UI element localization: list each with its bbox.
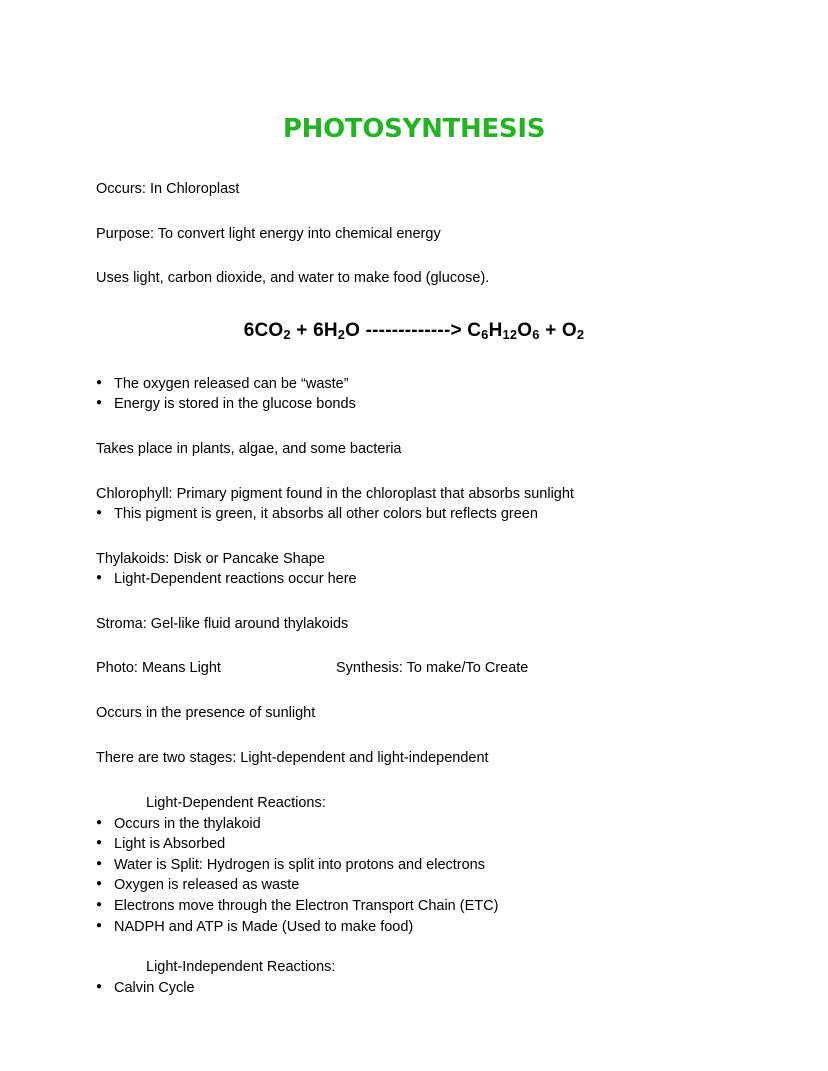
photo-synthesis-row [96, 659, 732, 679]
list-item: ● The oxygen released can be “waste” [96, 374, 732, 395]
spacer [96, 525, 732, 550]
list-item: ● NADPH and ATP is Made (Used to make food) [96, 917, 732, 938]
equation-arrow: -------------> [360, 319, 468, 341]
list-item: ● Light is Absorbed [96, 834, 732, 855]
equation-reactant-h2o-tail: O [345, 319, 361, 341]
equation-reactant-h2o-label: 6H [313, 319, 338, 341]
equation-product-h: H [488, 319, 503, 341]
line-occurs: Occurs: In Chloroplast [96, 181, 240, 197]
chlorophyll-notes-list [96, 504, 732, 525]
equation-product-c: C [467, 319, 482, 341]
list-item: ● Calvin Cycle [96, 978, 732, 999]
spacer [96, 590, 732, 615]
line-synthesis: Synthesis: To make/To Create [336, 660, 529, 677]
equation-reactant-h2o-sub: 2 [337, 326, 346, 342]
list-item: ● Electrons move through the Electron Transport Chain (ETC) [96, 896, 732, 917]
photosynthesis-equation [96, 320, 732, 342]
spacer [96, 200, 732, 225]
equation-product-h-sub: 12 [502, 326, 518, 342]
equation-reactant-co2-label: 6CO [243, 319, 284, 341]
list-item: ● Energy is stored in the glucose bonds [96, 394, 732, 415]
line-photo: Photo: Means Light [96, 660, 221, 677]
equation-product-o2-sub: 2 [576, 326, 585, 342]
list-item: ● Light-Dependent reactions occur here [96, 569, 732, 590]
spacer [96, 415, 732, 440]
line-chlorophyll: Chlorophyll: Primary pigment found in the chloroplast that absorbs sunlight [96, 485, 574, 502]
line-uses: Uses light, carbon dioxide, and water to make food (glucose). [96, 270, 490, 287]
equation-product-o: O [517, 319, 533, 341]
equation-product-c-sub: 6 [481, 326, 489, 342]
equation-product-o-sub: 6 [532, 326, 540, 342]
line-stroma: Stroma: Gel-like fluid around thylakoids [96, 615, 349, 632]
spacer [96, 289, 732, 320]
spacer [96, 460, 732, 485]
line-takes-place: Takes place in plants, algae, and some bacteria [96, 441, 402, 458]
thylakoids-notes-list [96, 569, 732, 590]
spacer [96, 937, 732, 958]
spacer [96, 634, 732, 659]
line-two-stages: There are two stages: Light-dependent and light-independent [96, 749, 489, 766]
equation-plus-1: + [290, 319, 314, 341]
equation-plus-2: + [539, 319, 562, 341]
equation-product-o2: O [561, 319, 577, 341]
list-item: ● Occurs in the thylakoid [96, 814, 732, 835]
heading-light-dependent: Light-Dependent Reactions: [146, 795, 326, 812]
equation-notes-list [96, 374, 732, 415]
light-independent-list [96, 978, 732, 999]
spacer [96, 342, 732, 374]
list-item: ● Water is Split: Hydrogen is split into protons and electrons [96, 855, 732, 876]
list-item: ● This pigment is green, it absorbs all other colors but reflects green [96, 504, 732, 525]
spacer [96, 679, 732, 704]
page-title: PHOTOSYNTHESIS [282, 114, 546, 144]
heading-light-independent: Light-Independent Reactions: [146, 959, 336, 976]
light-dependent-list [96, 814, 732, 937]
equation-reactant-co2-sub: 2 [283, 326, 291, 342]
spacer [96, 144, 732, 180]
line-sunlight: Occurs in the presence of sunlight [96, 705, 316, 722]
spacer [96, 724, 732, 749]
spacer [96, 244, 732, 269]
line-purpose: Purpose: To convert light energy into chemical energy [96, 225, 441, 242]
list-item: ● Oxygen is released as waste [96, 875, 732, 896]
line-thylakoids: Thylakoids: Disk or Pancake Shape [96, 550, 325, 567]
spacer [96, 768, 732, 794]
